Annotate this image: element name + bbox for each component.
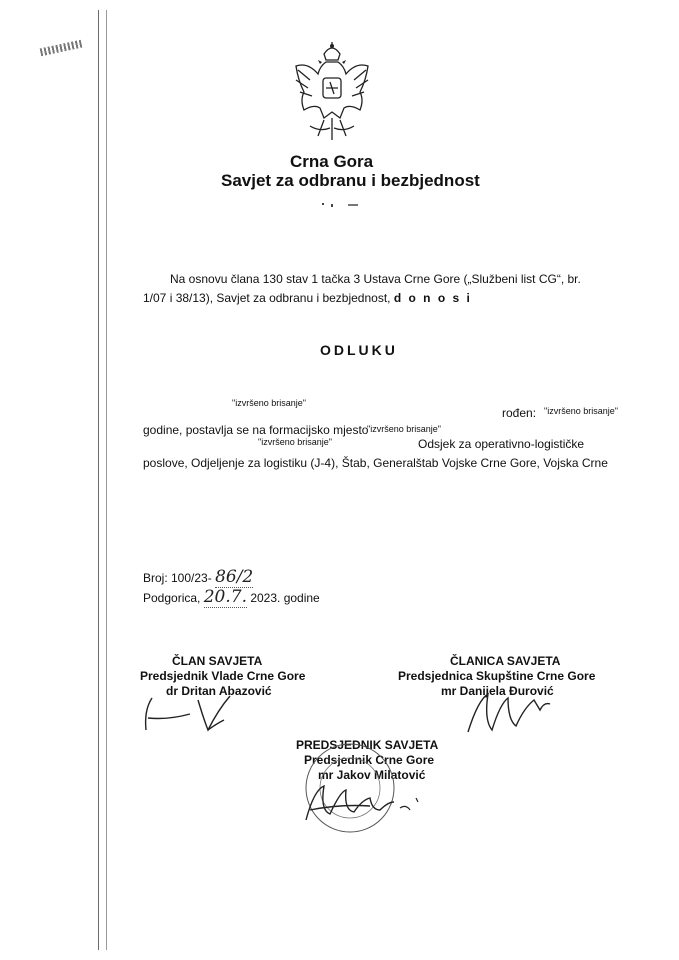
redaction-note-1: "izvršeno brisanje" bbox=[232, 398, 306, 408]
margin-line-left bbox=[98, 10, 99, 950]
born-label: rođen: bbox=[502, 406, 537, 420]
right-signature bbox=[458, 690, 558, 735]
reference-place-label: Podgorica, bbox=[143, 591, 201, 605]
country-title: Crna Gora bbox=[290, 152, 374, 171]
body-line-4: poslove, Odjeljenje za logistiku (J-4), Štab, Generalštab Vojske Crne Gore, Vojska Crne bbox=[143, 456, 608, 470]
center-signature bbox=[300, 780, 430, 830]
right-signatory-name: mr Danijela Đurović bbox=[441, 684, 554, 698]
redaction-note-4: "izvršeno brisanje" bbox=[258, 437, 332, 447]
center-signatory-name: mr Jakov Milatović bbox=[318, 768, 426, 782]
redaction-note-2: "izvršeno brisanje" bbox=[544, 406, 618, 416]
margin-line-right bbox=[106, 10, 107, 950]
right-signatory-title: Predsjednica Skupštine Crne Gore bbox=[398, 669, 596, 683]
reference-number bbox=[143, 567, 253, 587]
scan-mark bbox=[40, 40, 83, 57]
left-signatory-title: Predsjednik Vlade Crne Gore bbox=[140, 669, 306, 683]
center-signatory-role: PREDSJEDNIK SAVJETA bbox=[296, 738, 439, 752]
preamble-line-2 bbox=[143, 291, 472, 305]
redaction-note-3: "izvršeno brisanje" bbox=[367, 424, 441, 434]
reference-date bbox=[143, 587, 320, 607]
scan-speck bbox=[322, 203, 362, 207]
reference-number-handwritten: 86/2 bbox=[215, 567, 254, 587]
reference-number-label: Broj: 100/23- bbox=[143, 571, 212, 585]
right-signatory-role: ČLANICA SAVJETA bbox=[450, 654, 561, 668]
left-signatory-name: dr Dritan Abazović bbox=[166, 684, 272, 698]
preamble-verb: d o n o s i bbox=[393, 291, 472, 305]
left-signatory-role: ČLAN SAVJETA bbox=[172, 654, 263, 668]
reference-date-handwritten: 20.7. bbox=[203, 587, 247, 607]
reference-year: 2023. godine bbox=[250, 591, 320, 605]
decision-title: ODLUKU bbox=[320, 342, 398, 358]
preamble-line-1: Na osnovu člana 130 stav 1 tačka 3 Ustava Crne Gore („Službeni list CG“, br. bbox=[170, 272, 581, 286]
left-signature bbox=[138, 690, 248, 735]
council-title: Savjet za odbranu i bezbjednost bbox=[221, 171, 480, 190]
center-signatory-title: Predsjednik Crne Gore bbox=[304, 753, 435, 767]
preamble-line-2-text: 1/07 i 38/13), Savjet za odbranu i bezbjednost, bbox=[143, 291, 391, 305]
body-line-2: godine, postavlja se na formacijsko mjesto bbox=[143, 423, 369, 437]
coat-of-arms-emblem bbox=[290, 40, 374, 145]
body-line-3: Odsjek za operativno-logističke bbox=[418, 437, 585, 451]
